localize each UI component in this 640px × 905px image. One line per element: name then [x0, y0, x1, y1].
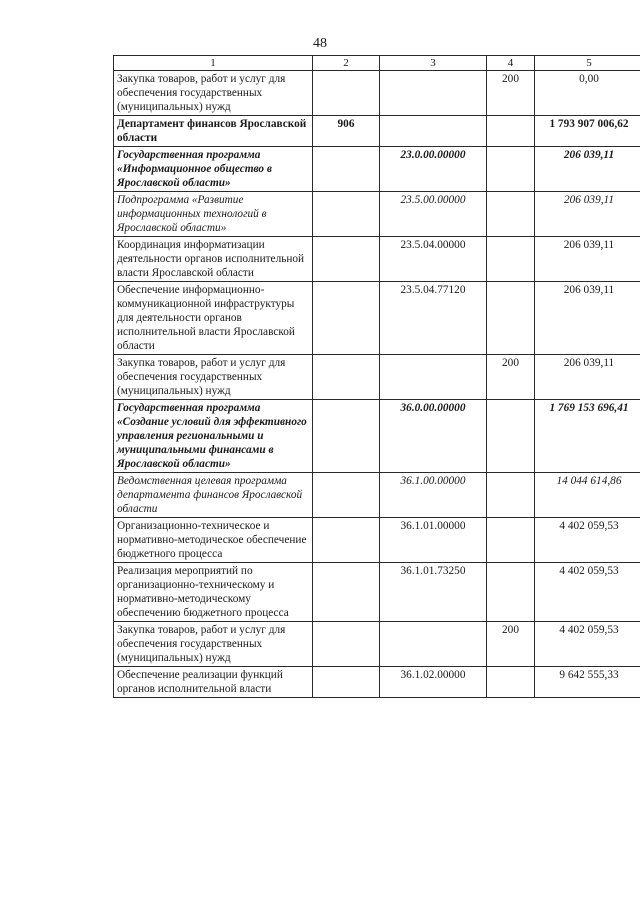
table-row [114, 563, 640, 622]
row-dept-code-cell [313, 282, 380, 355]
row-name-cell: Закупка товаров, работ и услуг для обеспечения государственных (муниципальных) нужд [114, 355, 313, 400]
row-dept-code-cell [313, 563, 380, 622]
column-header-1: 1 [114, 56, 313, 71]
row-expense-type-cell [487, 563, 535, 622]
row-dept-code-cell: 906 [313, 116, 380, 147]
row-amount-cell: 4 402 059,53 [535, 518, 640, 563]
row-dept-code-cell [313, 400, 380, 473]
row-name-cell: Реализация мероприятий по организационно-техническому и нормативно-методическому обеспечению бюджетного процесса [114, 563, 313, 622]
table-row [114, 192, 640, 237]
row-target-article-cell: 36.1.00.00000 [380, 473, 487, 518]
row-dept-code-cell [313, 518, 380, 563]
table-row [114, 355, 640, 400]
row-amount-cell: 206 039,11 [535, 282, 640, 355]
row-amount-cell: 14 044 614,86 [535, 473, 640, 518]
row-dept-code-cell [313, 192, 380, 237]
row-amount-cell: 9 642 555,33 [535, 667, 640, 698]
row-amount-cell: 4 402 059,53 [535, 563, 640, 622]
row-target-article-cell: 36.1.01.73250 [380, 563, 487, 622]
row-name-cell: Закупка товаров, работ и услуг для обеспечения государственных (муниципальных) нужд [114, 71, 313, 116]
row-dept-code-cell [313, 355, 380, 400]
row-dept-code-cell [313, 667, 380, 698]
row-name-cell: Подпрограмма «Развитие информационных технологий в Ярославской области» [114, 192, 313, 237]
table-row [114, 116, 640, 147]
row-name-cell: Организационно-техническое и нормативно-методическое обеспечение бюджетного процесса [114, 518, 313, 563]
row-dept-code-cell [313, 237, 380, 282]
table-row [114, 667, 640, 698]
row-amount-cell: 1 793 907 006,62 [535, 116, 640, 147]
row-expense-type-cell: 200 [487, 355, 535, 400]
row-name-cell: Обеспечение реализации функций органов исполнительной власти [114, 667, 313, 698]
row-target-article-cell [380, 71, 487, 116]
row-name-cell: Координация информатизации деятельности органов исполнительной власти Ярославской области [114, 237, 313, 282]
row-expense-type-cell [487, 518, 535, 563]
row-amount-cell: 1 769 153 696,41 [535, 400, 640, 473]
row-name-cell: Департамент финансов Ярославской области [114, 116, 313, 147]
table-row [114, 147, 640, 192]
row-expense-type-cell [487, 147, 535, 192]
row-expense-type-cell [487, 400, 535, 473]
row-dept-code-cell [313, 473, 380, 518]
table-row [114, 400, 640, 473]
row-dept-code-cell [313, 147, 380, 192]
row-target-article-cell: 23.0.00.00000 [380, 147, 487, 192]
column-header-5: 5 [535, 56, 640, 71]
row-expense-type-cell [487, 116, 535, 147]
page-number: 48 [313, 36, 327, 51]
row-target-article-cell [380, 622, 487, 667]
budget-table [113, 55, 640, 698]
row-expense-type-cell: 200 [487, 71, 535, 116]
row-expense-type-cell [487, 237, 535, 282]
row-name-cell: Государственная программа «Создание условий для эффективного управления региональными и муниципальными финансами в Ярославской области» [114, 400, 313, 473]
row-target-article-cell: 36.0.00.00000 [380, 400, 487, 473]
table-row [114, 473, 640, 518]
row-amount-cell: 206 039,11 [535, 237, 640, 282]
table-row [114, 518, 640, 563]
row-target-article-cell: 36.1.01.00000 [380, 518, 487, 563]
budget-table-body [114, 56, 640, 698]
row-target-article-cell [380, 355, 487, 400]
table-row [114, 71, 640, 116]
row-amount-cell: 0,00 [535, 71, 640, 116]
row-expense-type-cell [487, 667, 535, 698]
row-name-cell: Ведомственная целевая программа департамента финансов Ярославской области [114, 473, 313, 518]
row-target-article-cell: 23.5.00.00000 [380, 192, 487, 237]
row-name-cell: Закупка товаров, работ и услуг для обеспечения государственных (муниципальных) нужд [114, 622, 313, 667]
row-target-article-cell: 23.5.04.77120 [380, 282, 487, 355]
row-expense-type-cell [487, 282, 535, 355]
row-expense-type-cell: 200 [487, 622, 535, 667]
row-target-article-cell: 23.5.04.00000 [380, 237, 487, 282]
column-header-row [114, 56, 640, 71]
row-expense-type-cell [487, 473, 535, 518]
row-name-cell: Государственная программа «Информационное общество в Ярославской области» [114, 147, 313, 192]
row-amount-cell: 206 039,11 [535, 147, 640, 192]
table-row [114, 622, 640, 667]
row-dept-code-cell [313, 71, 380, 116]
row-amount-cell: 4 402 059,53 [535, 622, 640, 667]
row-amount-cell: 206 039,11 [535, 355, 640, 400]
table-row [114, 237, 640, 282]
row-amount-cell: 206 039,11 [535, 192, 640, 237]
row-target-article-cell [380, 116, 487, 147]
row-dept-code-cell [313, 622, 380, 667]
column-header-3: 3 [380, 56, 487, 71]
row-name-cell: Обеспечение информационно-коммуникационной инфраструктуры для деятельности органов исполнительной власти Ярославской области [114, 282, 313, 355]
table-row [114, 282, 640, 355]
column-header-2: 2 [313, 56, 380, 71]
row-target-article-cell: 36.1.02.00000 [380, 667, 487, 698]
row-expense-type-cell [487, 192, 535, 237]
column-header-4: 4 [487, 56, 535, 71]
